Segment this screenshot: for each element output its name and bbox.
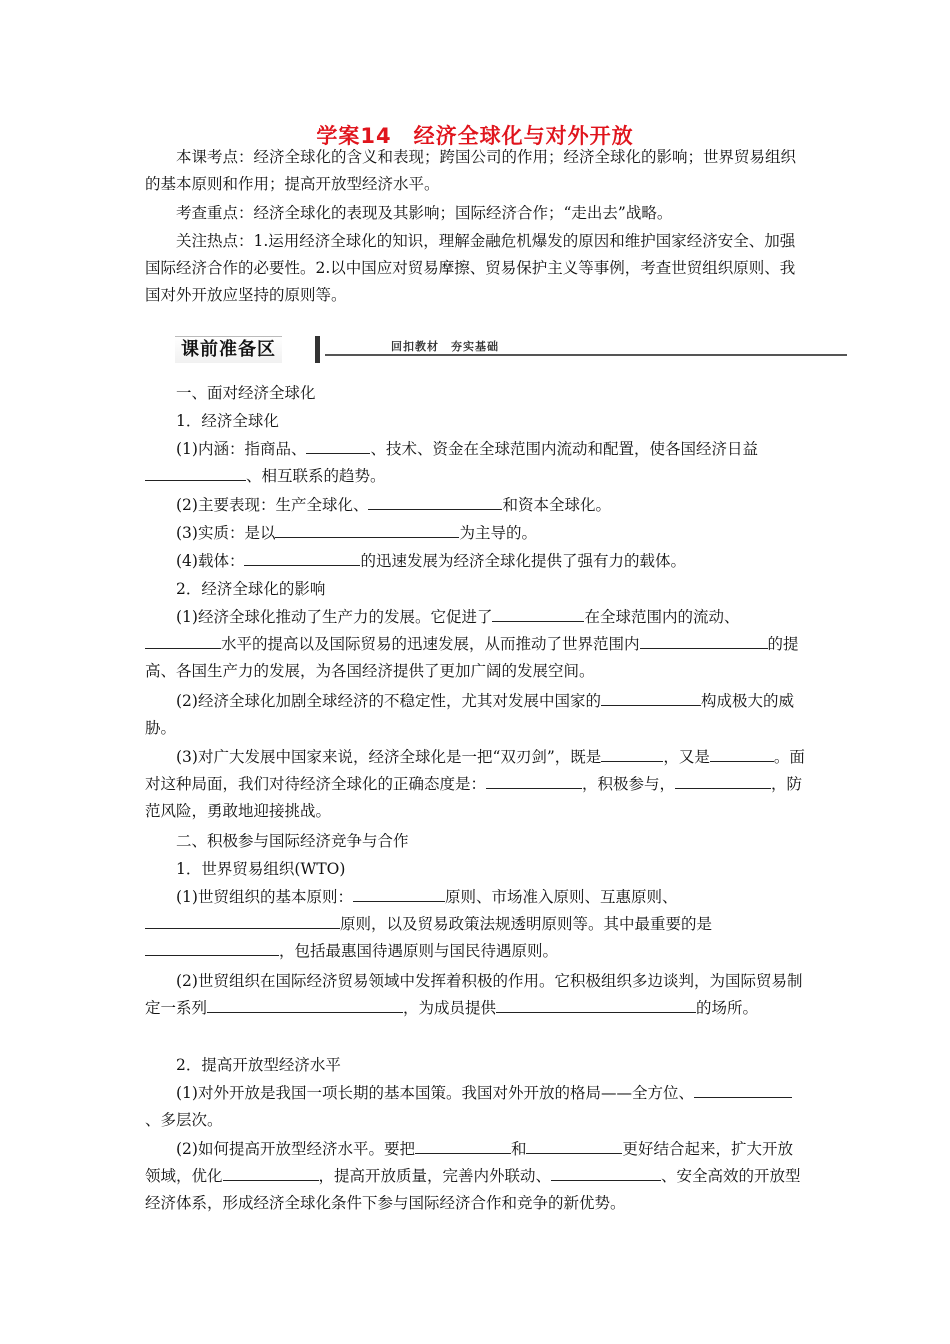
s1-yingxiang-1: (1)经济全球化推动了生产力的发展。它促进了 在全球范围内的流动、水平的提高以及国际贸易的迅速发展，从而推动了世界范围内 的提高、各国生产力的发展，为各国经济提供了更加广阔的发展空间。 (145, 608, 799, 680)
fill-blank[interactable] (640, 633, 768, 649)
s2-kaifang-1: (1)对外开放是我国一项长期的基本国策。我国对外开放的格局——全方位、、多层次。 (145, 1080, 807, 1134)
section1-item1-heading: 1．经济全球化 (176, 412, 279, 430)
s1-biaoxian: (2)主要表现：生产全球化、 和资本全球化。 (176, 496, 611, 514)
fill-blank[interactable] (275, 522, 459, 538)
s2-yuanze: (1)世贸组织的基本原则： 原则、市场准入原则、互惠原则、原则，以及贸易政策法规透明原则等。其中最重要的是，包括最惠国待遇原则与国民待遇原则。 (145, 884, 807, 965)
banner-rule (325, 354, 847, 356)
fill-blank[interactable] (551, 1165, 661, 1181)
s1-zaiti: (4)载体： 的迅速发展为经济全球化提供了强有力的载体。 (176, 552, 686, 570)
section2-item2-heading: 2．提高开放型经济水平 (176, 1056, 341, 1074)
fill-blank[interactable] (694, 1082, 792, 1098)
fill-blank[interactable] (353, 886, 445, 902)
banner-title: 课前准备区 (175, 336, 282, 363)
banner-subtitle: 回扣教材 夯实基础 (391, 340, 499, 353)
fill-blank[interactable] (710, 746, 774, 762)
fill-blank[interactable] (145, 940, 279, 956)
fill-blank[interactable] (207, 997, 403, 1013)
fill-blank[interactable] (415, 1138, 511, 1154)
fill-blank[interactable] (244, 550, 360, 566)
fill-blank[interactable] (223, 1165, 319, 1181)
fill-blank[interactable] (526, 1138, 622, 1154)
s2-zuoyong: (2)世贸组织在国际经济贸易领域中发挥着积极的作用。它积极组织多边谈判，为国际贸易制定一系列 ，为成员提供 的场所。 (145, 972, 803, 1017)
intro-zhongdian: 考查重点：经济全球化的表现及其影响；国际经济合作；“走出去”战略。 (176, 204, 673, 222)
section2-item1-heading: 1．世界贸易组织(WTO) (176, 860, 346, 878)
fill-blank[interactable] (486, 773, 582, 789)
fill-blank[interactable] (492, 606, 584, 622)
fill-blank[interactable] (306, 438, 370, 454)
s2-kaifang-2: (2)如何提高开放型经济水平。要把 和 更好结合起来，扩大开放领域，优化 ，提高开放质量，完善内外联动、 、安全高效的开放型经济体系，形成经济全球化条件下参与国际经济合作和竞争的新优势。 (145, 1140, 801, 1212)
fill-blank[interactable] (601, 746, 663, 762)
s1-yingxiang-2: (2)经济全球化加剧全球经济的不稳定性，尤其对发展中国家的 构成极大的威胁。 (145, 692, 794, 737)
fill-blank[interactable] (601, 690, 701, 706)
page-title: 学案14 经济全球化与对外开放 (316, 124, 634, 148)
intro-redian: 关注热点：1.运用经济全球化的知识，理解金融危机爆发的原因和维护国家经济安全、加强国际经济合作的必要性。2.以中国应对贸易摩擦、贸易保护主义等事例，考查世贸组织原则、我国对外开放应坚持的原则等。 (145, 232, 796, 304)
s1-yingxiang-3: (3)对广大发展中国家来说，经济全球化是一把“双刃剑”，既是 ，又是 。面对这种局面，我们对待经济全球化的正确态度是： ，积极参与， ，防范风险，勇敢地迎接挑战。 (145, 748, 805, 820)
fill-blank[interactable] (145, 633, 221, 649)
fill-blank[interactable] (145, 465, 246, 481)
fill-blank[interactable] (675, 773, 771, 789)
fill-blank[interactable] (145, 913, 340, 929)
s1-neihan: (1)内涵：指商品、 、技术、资金在全球范围内流动和配置，使各国经济日益、相互联系的趋势。 (145, 436, 807, 490)
intro-kaodian: 本课考点：经济全球化的含义和表现；跨国公司的作用；经济全球化的影响；世界贸易组织的基本原则和作用；提高开放型经济水平。 (145, 148, 797, 193)
section1-heading: 一、面对经济全球化 (176, 384, 316, 402)
fill-blank[interactable] (368, 494, 502, 510)
s1-shizhi: (3)实质：是以 为主导的。 (176, 524, 537, 542)
fill-blank[interactable] (496, 997, 696, 1013)
section-banner (175, 336, 847, 362)
banner-divider (315, 336, 320, 363)
section1-item2-heading: 2．经济全球化的影响 (176, 580, 326, 598)
section2-heading: 二、积极参与国际经济竞争与合作 (176, 832, 409, 850)
